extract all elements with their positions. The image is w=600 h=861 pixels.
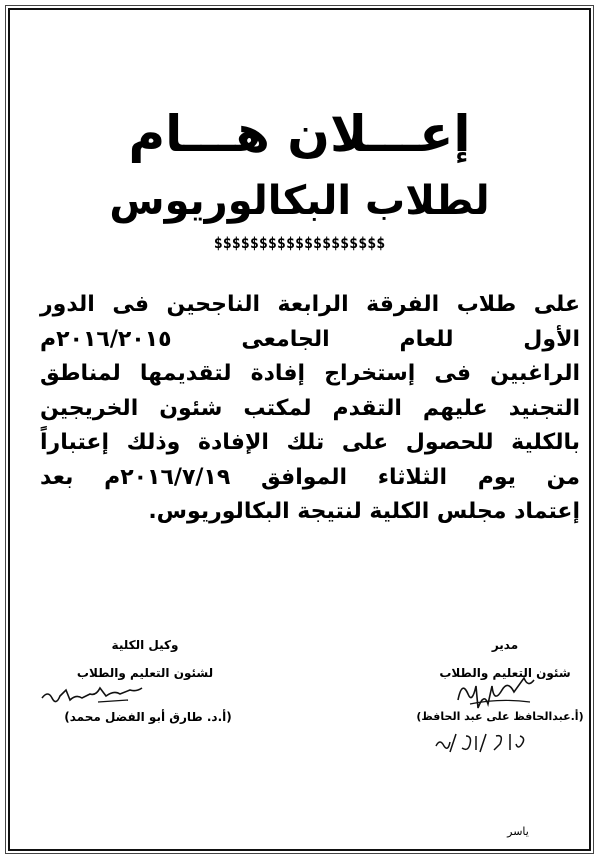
director-title: مدير xyxy=(491,638,519,652)
announcement-body xyxy=(40,288,580,530)
announcement-page xyxy=(8,8,591,851)
director-signature xyxy=(450,670,550,710)
body-line-1: على طلاب الفرقة الرابعة الناجحين فى الدور xyxy=(40,292,580,317)
vice-dean-title: وكيل الكلية xyxy=(111,638,179,652)
announcement-title: إعـــلان هـــام xyxy=(128,105,471,163)
director-name: (أ.عبدالحافظ على عبد الحافظ) xyxy=(416,710,584,723)
vice-dean-portfolio: لشئون التعليم والطلاب xyxy=(76,666,214,680)
body-line-2: الأول للعام الجامعى ٢٠١٦/٢٠١٥م xyxy=(40,326,580,352)
body-line-5: بالكلية للحصول على تلك الإفادة وذلك إعتباراً xyxy=(40,430,580,455)
vice-dean-name: (أ.د. طارق أبو الفضل محمد) xyxy=(64,710,232,724)
director-date-handwritten xyxy=(430,728,530,756)
body-line-4: التجنيد عليهم التقدم لمكتب شئون الخريجين xyxy=(40,395,580,421)
body-line-3: الراغبين فى إستخراج إفادة لتقديمها لمناطق xyxy=(40,361,580,386)
announcement-subtitle: لطلاب البكالوريوس xyxy=(109,178,490,224)
typist-name: ياسر xyxy=(507,825,529,838)
separator-line: $$$$$$$$$$$$$$$$$$$ xyxy=(213,234,386,252)
director-department: شئون التعليم والطلاب xyxy=(439,666,571,680)
vice-dean-signature xyxy=(38,682,148,710)
body-line-6: من يوم الثلاثاء الموافق ٢٠١٦/٧/١٩م بعد xyxy=(40,464,581,490)
body-line-7: إعتماد مجلس الكلية لنتيجة البكالوريوس. xyxy=(148,499,580,524)
